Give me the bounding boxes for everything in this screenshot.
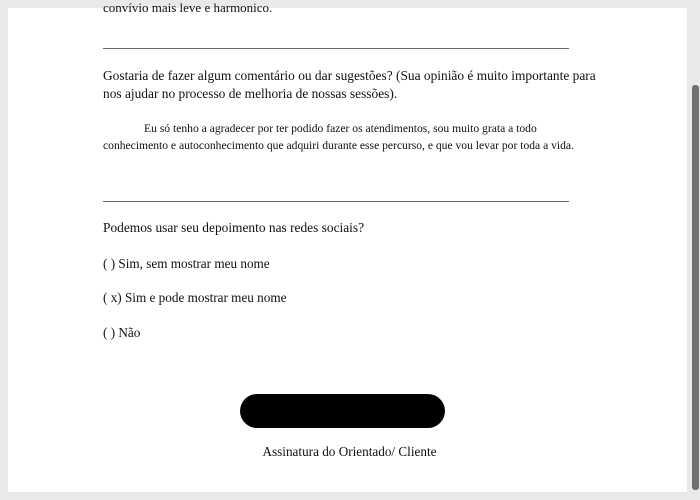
scrollbar-thumb[interactable]: [692, 85, 699, 490]
option-yes-without-name: ( ) Sim, sem mostrar meu nome: [103, 256, 270, 271]
signature-label: Assinatura do Orientado/ Cliente: [262, 444, 437, 459]
comment-question: Gostaria de fazer algum comentário ou dar sugestões? (Sua opinião é muito importante para nos ajudar no processo de melhoria de nossas sessões).: [103, 68, 596, 101]
divider-line-bottom: [103, 201, 569, 202]
document-page: [8, 0, 687, 492]
option-yes-with-name-selected: ( x) Sim e pode mostrar meu nome: [103, 290, 287, 305]
option-no: ( ) Não: [103, 325, 141, 340]
comment-answer: Eu só tenho a agradecer por ter podido fazer os atendimentos, sou muito grata a todo conhecimento e autoconhecimento que adquiri durante esse percurso, e que vou levar por toda a vida.: [103, 122, 574, 152]
social-media-question: Podemos usar seu depoimento nas redes sociais?: [103, 220, 365, 235]
divider-line-top: [103, 48, 569, 49]
previous-answer-cut-text: convívio mais leve e harmonico.: [103, 0, 273, 15]
scrollbar-track[interactable]: [688, 0, 700, 500]
redacted-signature: [240, 394, 445, 428]
